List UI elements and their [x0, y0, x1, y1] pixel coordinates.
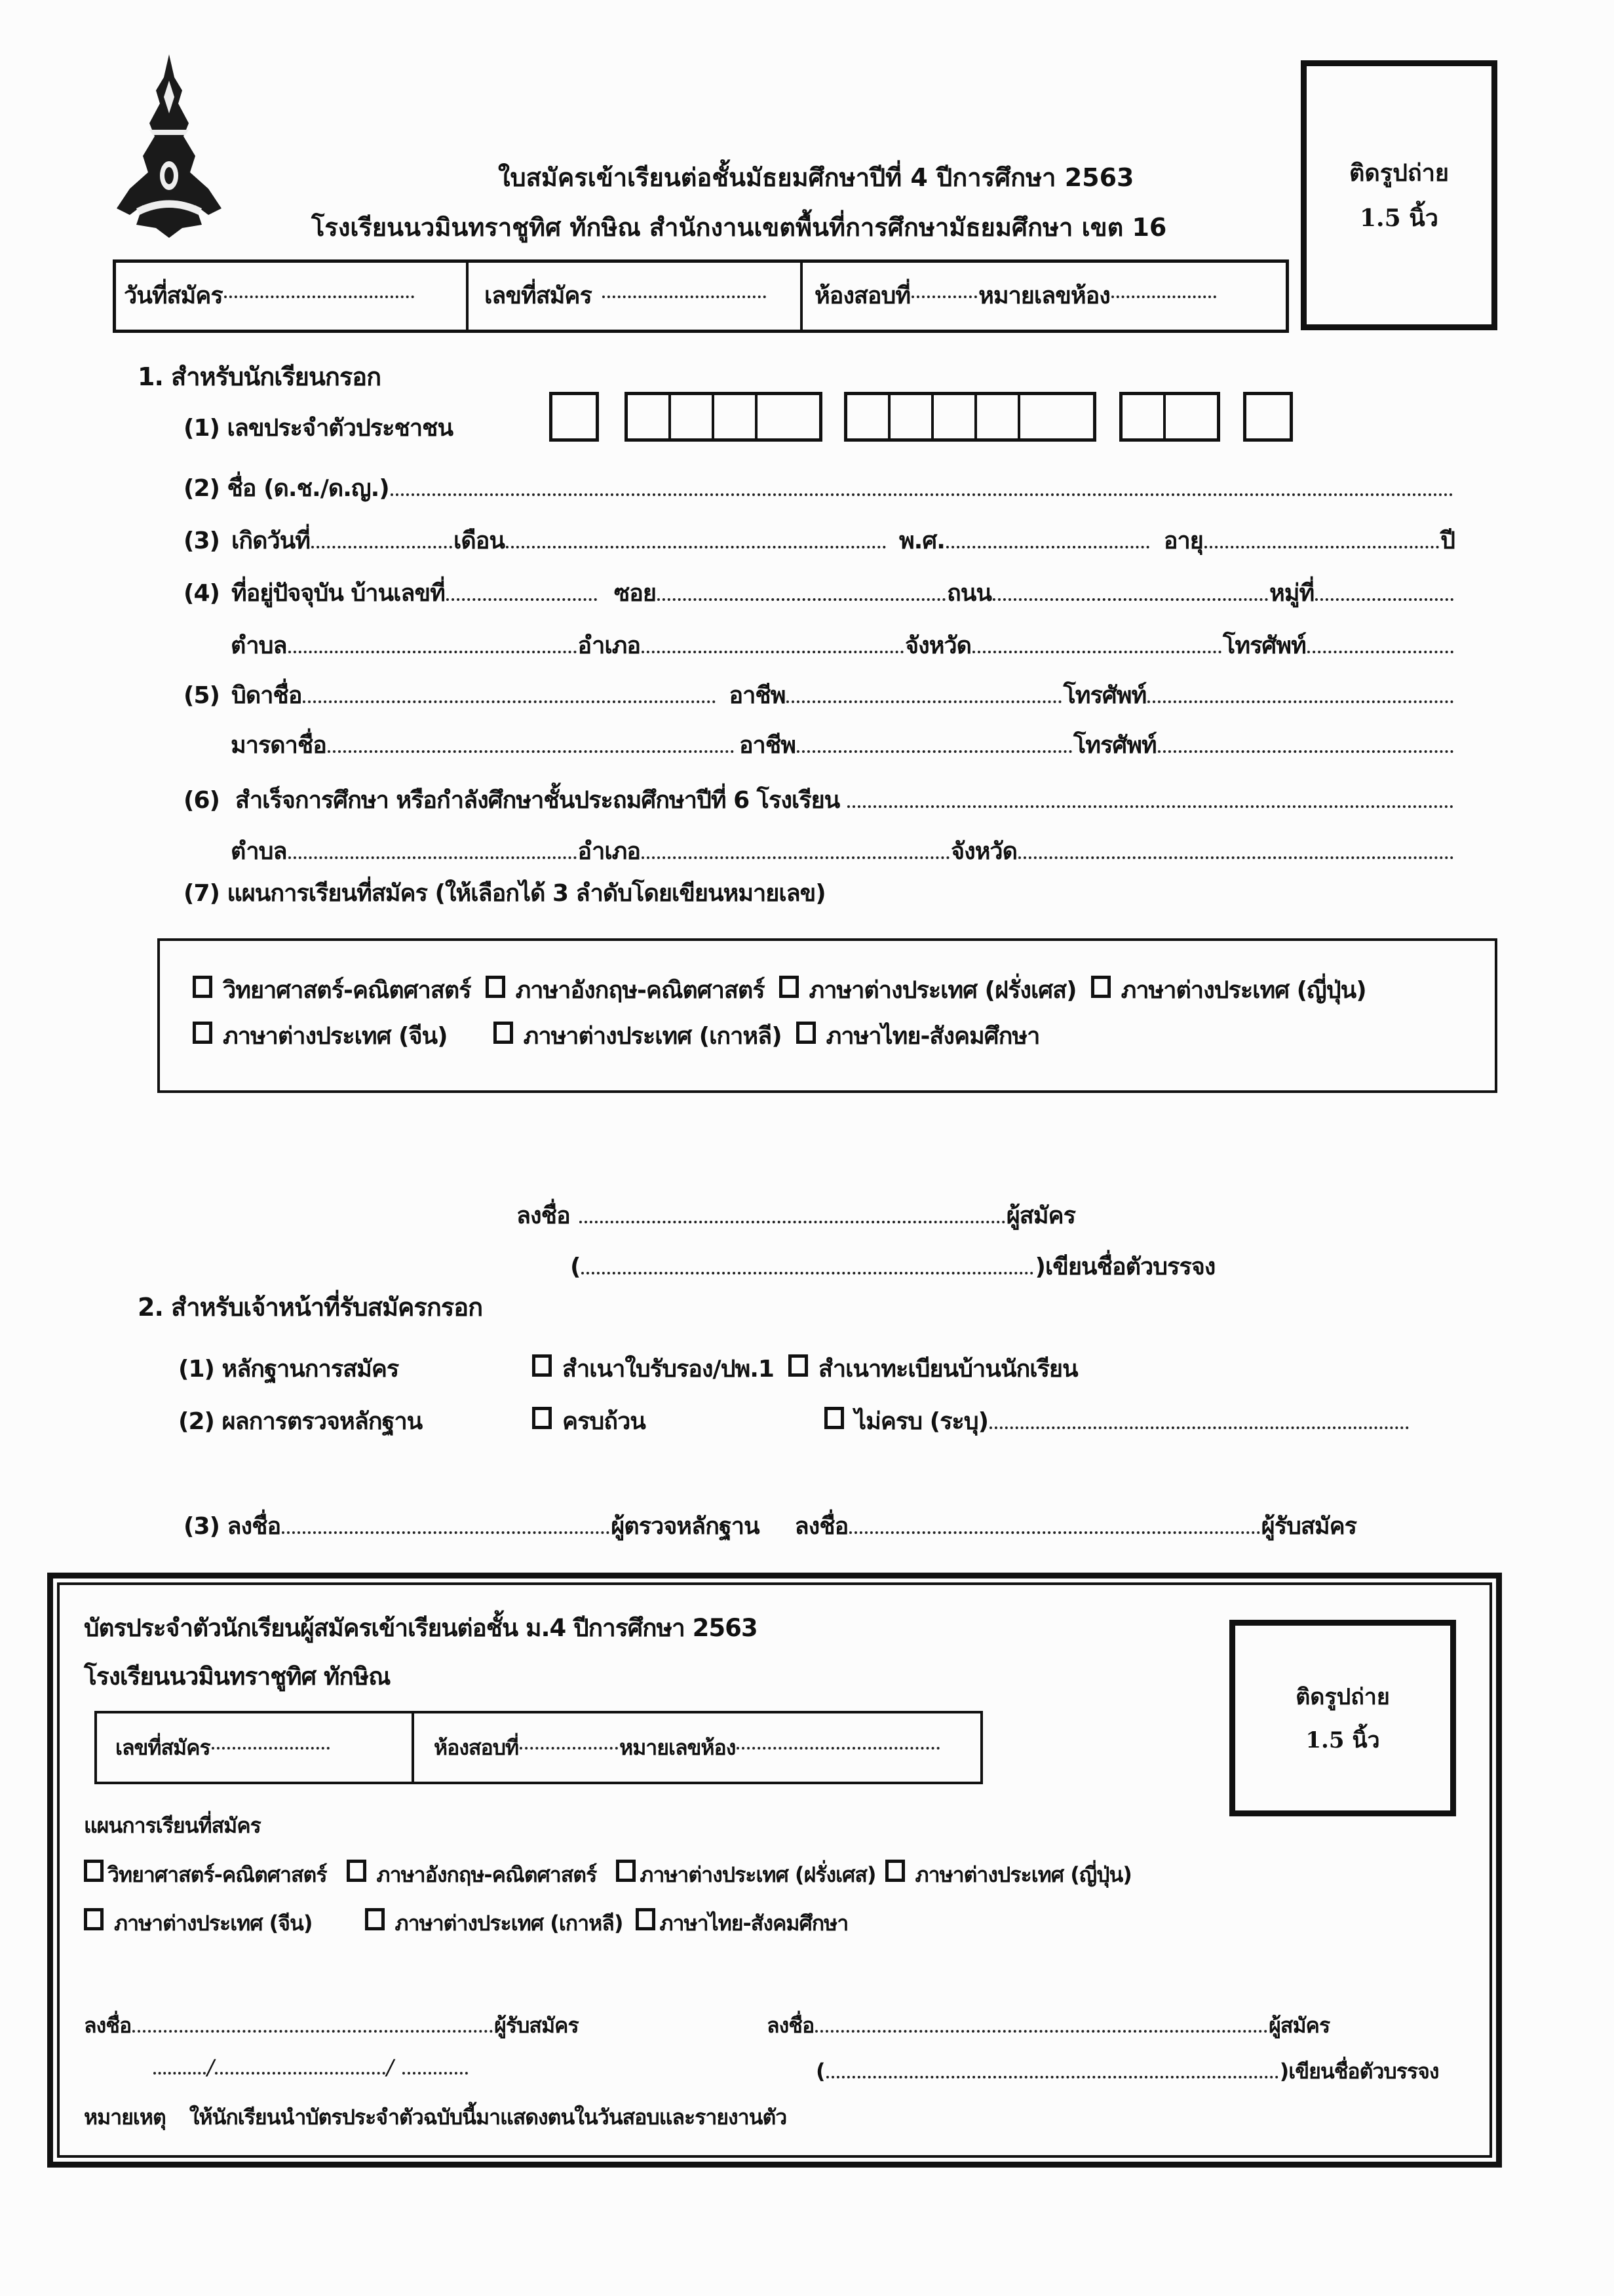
exam-room-blank[interactable] — [912, 295, 977, 298]
card-room-number-label: หมายเลขห้อง — [619, 1734, 736, 1760]
tambon-label: ตำบล — [231, 632, 287, 659]
phone-label: โทรศัพท์ — [1223, 632, 1306, 659]
check-result-row — [178, 1402, 1410, 1440]
father-occupation-label: อาชีพ — [729, 682, 786, 709]
card-plan-option-label: ภาษาต่างประเทศ (ฝรั่งเศส) — [640, 1862, 876, 1887]
plan-option[interactable] — [193, 971, 471, 1008]
plan-option-label: ภาษาต่างประเทศ (จีน) — [223, 1023, 448, 1050]
birth-num: (3) — [183, 527, 220, 554]
plan-option[interactable] — [779, 971, 1077, 1008]
form-title: ใบสมัครเข้าเรียนต่อชั้นมัธยมศึกษาปีที่ 4 ปีการศึกษา 2563 — [498, 163, 1134, 192]
id-digit-group-5[interactable] — [1243, 392, 1293, 442]
tambon-blank[interactable] — [288, 650, 577, 653]
previous-school-blank[interactable] — [847, 805, 1453, 808]
card-plan-option-label: ภาษาต่างประเทศ (จีน) — [114, 1911, 313, 1936]
check-result-label: (2) ผลการตรวจหลักฐาน — [178, 1408, 423, 1435]
section2-heading: 2. สำหรับเจ้าหน้าที่รับสมัครกรอก — [138, 1293, 483, 1322]
section1-heading: 1. สำหรับนักเรียนกรอก — [138, 362, 381, 391]
birth-year-label: พ.ศ. — [898, 527, 945, 554]
school-amphoe-blank[interactable] — [642, 856, 950, 859]
checker-sign-label: (3) ลงชื่อ — [183, 1513, 281, 1540]
card-plan-option-label: ภาษาไทย-สังคมศึกษา — [659, 1911, 849, 1936]
school-province-label: จังหวัด — [951, 838, 1018, 865]
id-digit-group-3[interactable] — [844, 392, 1096, 442]
birth-month-blank[interactable] — [506, 545, 886, 548]
checkbox[interactable] — [84, 1908, 104, 1930]
school-tambon-label: ตำบล — [231, 838, 287, 865]
checkbox[interactable] — [788, 1354, 808, 1377]
card-date-year-blank[interactable] — [402, 2071, 468, 2075]
checkbox[interactable] — [193, 976, 212, 998]
check-complete-option[interactable] — [532, 1402, 810, 1440]
id-digit-group-4[interactable] — [1119, 392, 1220, 442]
card-note-row — [84, 2101, 786, 2134]
card-apply-number-blank[interactable] — [212, 1746, 330, 1750]
form-subtitle: โรงเรียนนวมินทราชูทิศ ทักษิณ สำนักงานเขตพื้นที่การศึกษามัธยมศึกษา เขต 16 — [311, 213, 1167, 242]
house-no-blank[interactable] — [446, 598, 597, 601]
age-unit: ปี — [1440, 527, 1455, 554]
card-print-name-label: )เขียนชื่อตัวบรรจง — [1279, 2059, 1439, 2084]
card-receiver-sign-label: ลงชื่อ — [84, 2013, 132, 2038]
plan-options-row-1 — [193, 971, 1381, 1008]
checkbox[interactable] — [796, 1022, 816, 1044]
evidence-option-label: สำเนาใบรับรอง/ปพ.1 — [562, 1356, 774, 1383]
soi-blank[interactable] — [657, 598, 946, 601]
school-emblem-icon — [110, 51, 228, 241]
card-plan-option-label: ภาษาต่างประเทศ (ญี่ปุ่น) — [915, 1862, 1132, 1887]
note-label: หมายเหตุ — [84, 2105, 166, 2130]
birth-year-blank[interactable] — [946, 545, 1149, 548]
exam-room-label: ห้องสอบที่ — [815, 282, 911, 309]
student-name-blank[interactable] — [391, 493, 1453, 496]
receiver-role-label: ผู้รับสมัคร — [1261, 1513, 1356, 1540]
apply-number-field[interactable] — [469, 263, 803, 330]
checkbox[interactable] — [779, 976, 799, 998]
exam-room-field[interactable] — [803, 263, 1286, 330]
apply-number-blank[interactable] — [602, 295, 766, 298]
open-paren: ( — [816, 2059, 825, 2084]
card-print-name-blank[interactable] — [826, 2075, 1278, 2078]
evidence-option-house-registration[interactable] — [788, 1350, 1078, 1387]
mother-label: มารดาชื่อ — [231, 732, 326, 759]
card-date-month-blank[interactable] — [215, 2071, 385, 2075]
card-receiver-signature-blank[interactable] — [132, 2029, 493, 2033]
plan-option[interactable] — [493, 1017, 782, 1054]
photo-placeholder — [1301, 60, 1497, 330]
apply-number-label: เลขที่สมัคร — [484, 282, 592, 309]
checkbox[interactable] — [486, 976, 505, 998]
card-title: บัตรประจำตัวนักเรียนผู้สมัครเข้าเรียนต่อชั้น ม.4 ปีการศึกษา 2563 — [84, 1614, 758, 1642]
plan-label: (7) แผนการเรียนที่สมัคร (ให้เลือกได้ 3 ลำดับโดยเขียนหมายเลข) — [183, 880, 826, 907]
apply-date-label: วันที่สมัคร — [124, 282, 223, 309]
school-num: (6) — [183, 787, 220, 814]
checkbox[interactable] — [616, 1860, 636, 1882]
card-apply-number-field[interactable] — [97, 1713, 414, 1782]
evidence-option-label: สำเนาทะเบียนบ้านนักเรียน — [818, 1356, 1078, 1383]
checkbox[interactable] — [493, 1022, 513, 1044]
card-photo-label: ติดรูปถ่าย — [1296, 1684, 1390, 1710]
card-plan-option-label: ภาษาอังกฤษ-คณิตศาสตร์ — [376, 1862, 597, 1887]
room-number-label: หมายเลขห้อง — [978, 282, 1110, 309]
mother-occupation-label: อาชีพ — [739, 732, 796, 759]
card-plan-option-label: ภาษาต่างประเทศ (เกาหลี) — [394, 1911, 623, 1936]
card-date-row — [152, 2055, 469, 2080]
birth-day-label: เกิดวันที่ — [231, 527, 311, 554]
card-photo-size: 1.5 นิ้ว — [1305, 1727, 1380, 1753]
plan-option[interactable] — [486, 971, 765, 1008]
id-number-label: (1) เลขประจำตัวประชาชน — [183, 415, 453, 442]
plan-option-label: ภาษาต่างประเทศ (ญี่ปุ่น) — [1121, 977, 1366, 1004]
card-photo-placeholder — [1229, 1620, 1456, 1816]
print-name-label: )เขียนชื่อตัวบรรจง — [1035, 1253, 1216, 1280]
amphoe-blank[interactable] — [642, 650, 904, 653]
checkbox[interactable] — [84, 1860, 104, 1882]
card-plan-option[interactable] — [636, 1907, 848, 1940]
school-tambon-blank[interactable] — [288, 856, 577, 859]
evidence-label: (1) หลักฐานการสมัคร — [178, 1356, 399, 1383]
card-applicant-sign-label: ลงชื่อ — [767, 2013, 815, 2038]
application-info-box — [113, 259, 1289, 333]
checkbox[interactable] — [885, 1860, 905, 1882]
school-amphoe-label: อำเภอ — [577, 838, 641, 865]
plan-option[interactable] — [1091, 971, 1366, 1008]
applicant-signature-blank[interactable] — [579, 1220, 1005, 1223]
amphoe-label: อำเภอ — [577, 632, 641, 659]
previous-school-label: สำเร็จการศึกษา หรือกำลังศึกษาชั้นประถมศึกษาปีที่ 6 โรงเรียน — [235, 787, 840, 814]
checkbox[interactable] — [347, 1860, 366, 1882]
card-applicant-role-label: ผู้สมัคร — [1269, 2013, 1330, 2038]
card-plan-option-label: วิทยาศาสตร์-คณิตศาสตร์ — [107, 1862, 327, 1887]
plan-option[interactable] — [193, 1017, 448, 1054]
card-plan-row-2 — [84, 1907, 862, 1940]
house-no-label: ที่อยู่ปัจจุบัน บ้านเลขที่ — [231, 580, 445, 607]
checkbox[interactable] — [824, 1407, 844, 1429]
father-occupation-blank[interactable] — [786, 700, 1062, 703]
plan-option-label: ภาษาอังกฤษ-คณิตศาสตร์ — [515, 977, 765, 1004]
address-row-2 — [231, 626, 1455, 664]
road-label: ถนน — [946, 580, 991, 607]
staff-signature-row — [183, 1507, 1356, 1544]
evidence-option-transcript[interactable] — [532, 1350, 774, 1387]
plan-option[interactable] — [796, 1017, 1040, 1054]
address-row — [183, 574, 1455, 611]
receiver-sign-label: ลงชื่อ — [794, 1513, 849, 1540]
incomplete-reason-blank[interactable] — [990, 1426, 1409, 1429]
moo-label: หมู่ที่ — [1269, 580, 1315, 607]
previous-school-row — [183, 781, 1455, 818]
father-phone-label: โทรศัพท์ — [1063, 682, 1147, 709]
checkbox[interactable] — [193, 1022, 212, 1044]
check-incomplete-option[interactable] — [824, 1402, 988, 1440]
check-option-label: ไม่ครบ (ระบุ) — [855, 1408, 989, 1435]
birth-month-label: เดือน — [453, 527, 505, 554]
mother-row — [231, 726, 1455, 763]
card-info-box — [94, 1711, 983, 1784]
date-separator: / — [207, 2055, 214, 2080]
province-label: จังหวัด — [905, 632, 972, 659]
soi-label: ซอย — [613, 580, 656, 607]
receiver-signature-blank[interactable] — [849, 1531, 1259, 1534]
card-date-day-blank[interactable] — [153, 2071, 206, 2075]
card-print-name-row — [816, 2055, 1438, 2088]
card-school: โรงเรียนนวมินทราชูทิศ ทักษิณ — [84, 1662, 391, 1691]
birth-row — [183, 522, 1455, 559]
student-name-label: (2) ชื่อ (ด.ช./ด.ญ.) — [183, 475, 389, 502]
sign-label: ลงชื่อ — [516, 1202, 570, 1229]
room-number-blank[interactable] — [1111, 295, 1216, 298]
age-label: อายุ — [1163, 527, 1203, 554]
card-plan-option[interactable] — [885, 1858, 1132, 1892]
plan-option-label: วิทยาศาสตร์-คณิตศาสตร์ — [223, 977, 471, 1004]
plan-option-label: ภาษาต่างประเทศ (ฝรั่งเศส) — [809, 977, 1077, 1004]
apply-date-field[interactable] — [116, 263, 469, 330]
mother-phone-label: โทรศัพท์ — [1073, 732, 1157, 759]
plan-options-box — [157, 938, 1497, 1093]
age-blank[interactable] — [1204, 545, 1439, 548]
checkbox[interactable] — [532, 1354, 552, 1377]
apply-date-blank[interactable] — [224, 295, 414, 298]
father-row — [183, 676, 1455, 714]
photo-label: ติดรูปถ่าย — [1349, 159, 1450, 187]
card-plan-option[interactable] — [616, 1858, 875, 1892]
card-plan-heading: แผนการเรียนที่สมัคร — [84, 1813, 261, 1838]
moo-blank[interactable] — [1315, 598, 1453, 601]
check-option-label: ครบถ้วน — [562, 1408, 645, 1435]
date-separator: / — [386, 2055, 393, 2080]
applicant-print-name-blank[interactable] — [581, 1271, 1033, 1274]
address-num: (4) — [183, 580, 220, 607]
mother-phone-blank[interactable] — [1158, 750, 1453, 753]
father-name-blank[interactable] — [303, 700, 716, 703]
card-exam-room-field[interactable] — [414, 1713, 980, 1782]
student-name-row — [183, 469, 1455, 507]
card-apply-number-label: เลขที่สมัคร — [115, 1734, 210, 1760]
province-blank[interactable] — [972, 650, 1221, 653]
card-exam-room-blank[interactable] — [520, 1746, 618, 1750]
father-label: บิดาชื่อ — [231, 682, 302, 709]
applicant-role-label: ผู้สมัคร — [1006, 1202, 1075, 1229]
road-blank[interactable] — [993, 598, 1268, 601]
card-applicant-signature-blank[interactable] — [815, 2029, 1267, 2033]
school-location-row — [231, 832, 1455, 870]
plan-option-label: ภาษาต่างประเทศ (เกาหลี) — [523, 1023, 782, 1050]
checkbox[interactable] — [532, 1407, 552, 1429]
open-paren: ( — [570, 1253, 581, 1280]
evidence-row — [178, 1350, 1092, 1387]
plan-options-row-2 — [193, 1017, 1054, 1054]
card-receiver-role-label: ผู้รับสมัคร — [494, 2013, 579, 2038]
school-province-blank[interactable] — [1018, 856, 1453, 859]
phone-blank[interactable] — [1307, 650, 1453, 653]
checker-role-label: ผู้ตรวจหลักฐาน — [611, 1513, 759, 1540]
photo-size: 1.5 นิ้ว — [1360, 204, 1438, 232]
card-plan-option[interactable] — [84, 1858, 327, 1892]
checkbox[interactable] — [636, 1908, 655, 1930]
checkbox[interactable] — [365, 1908, 385, 1930]
id-digit-group-1[interactable] — [549, 392, 599, 442]
note-text: ให้นักเรียนนำบัตรประจำตัวฉบับนี้มาแสดงตนในวันสอบและรายงานตัว — [189, 2105, 787, 2130]
father-phone-blank[interactable] — [1147, 700, 1453, 703]
card-exam-room-label: ห้องสอบที่ — [434, 1734, 519, 1760]
card-plan-option[interactable] — [84, 1907, 313, 1940]
card-receiver-signature-row — [84, 2009, 579, 2042]
plan-option-label: ภาษาไทย-สังคมศึกษา — [826, 1023, 1040, 1050]
birth-day-blank[interactable] — [311, 545, 452, 548]
card-room-number-blank[interactable] — [737, 1746, 940, 1750]
card-plan-option[interactable] — [365, 1907, 623, 1940]
mother-occupation-blank[interactable] — [797, 750, 1072, 753]
applicant-signature-row — [516, 1196, 1075, 1234]
card-applicant-signature-row — [767, 2009, 1330, 2042]
card-plan-option[interactable] — [347, 1858, 597, 1892]
mother-name-blank[interactable] — [328, 750, 734, 753]
id-digit-group-2[interactable] — [624, 392, 822, 442]
card-plan-row-1 — [84, 1858, 1132, 1892]
checkbox[interactable] — [1091, 976, 1111, 998]
checker-signature-blank[interactable] — [282, 1531, 609, 1534]
applicant-print-name-row — [570, 1248, 1215, 1285]
parents-num: (5) — [183, 682, 220, 709]
